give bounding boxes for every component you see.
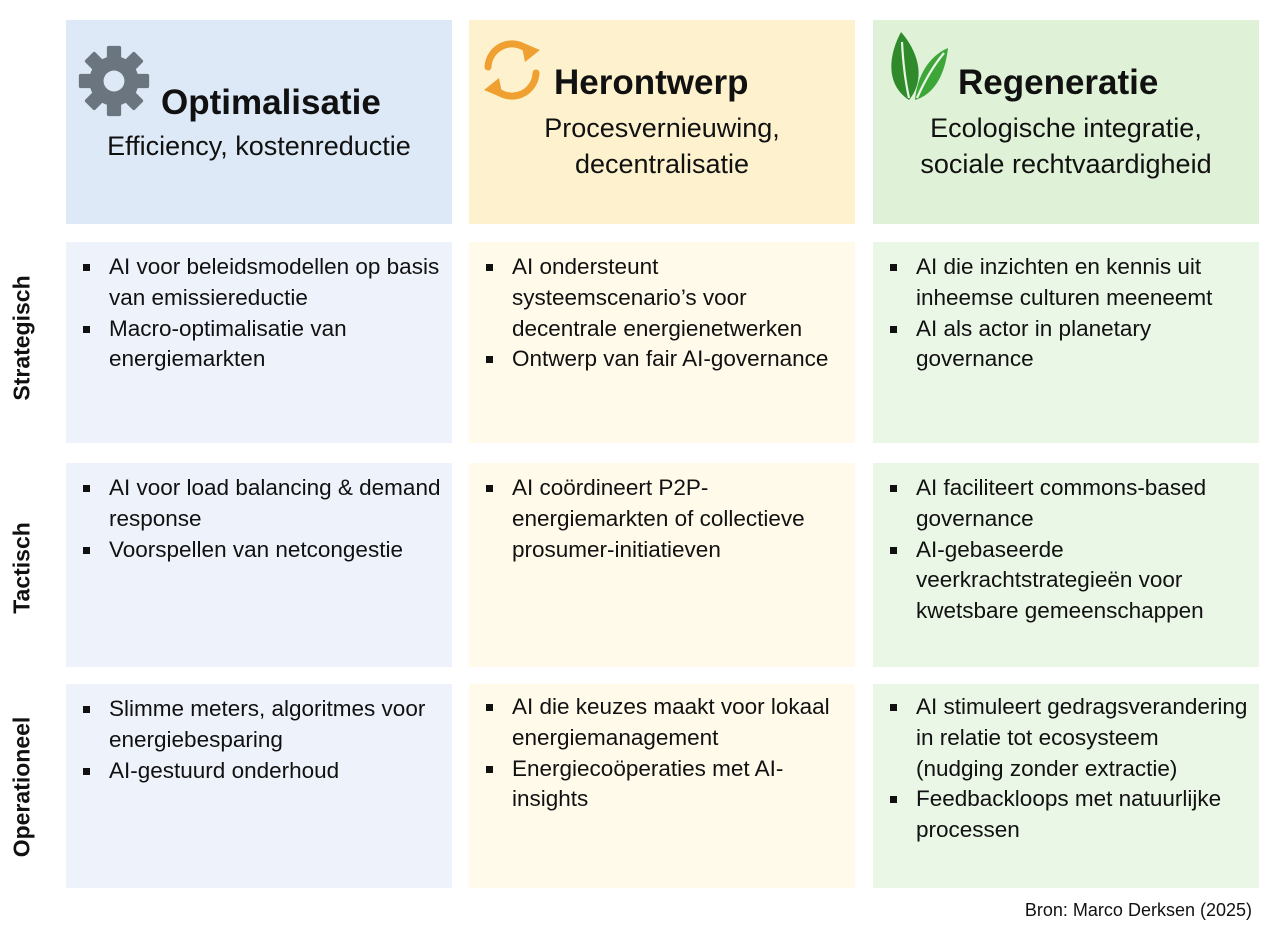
column-title: Optimalisatie: [161, 83, 381, 122]
refresh-arrows-icon: [477, 37, 547, 108]
list-item: AI stimuleert gedragsverandering in relatie tot ecosysteem (nudging zonder extractie): [888, 692, 1249, 784]
list-item: AI ondersteunt systeemscenario’s voor decentrale energienetwerken: [484, 252, 845, 344]
header-regeneratie: [873, 20, 1259, 224]
cell-tactisch-regeneratie: [873, 463, 1259, 667]
list-item: Slimme meters, algoritmes voor energiebesparing: [81, 694, 442, 756]
list-item: Ontwerp van fair AI-governance: [484, 344, 845, 375]
list-item: AI die keuzes maakt voor lokaal energiemanagement: [484, 692, 845, 754]
leaves-icon: [887, 28, 949, 107]
list-item: Energiecoöperaties met AI-insights: [484, 754, 845, 816]
list-item: Feedbackloops met natuurlijke processen: [888, 784, 1249, 846]
column-subtitle: Efficiency, kostenreductie: [107, 131, 411, 161]
list-item: AI voor beleidsmodellen op basis van emissiereductie: [81, 252, 442, 314]
list-item: AI faciliteert commons-based governance: [888, 473, 1249, 535]
list-item: Macro-optimalisatie van energiemarkten: [81, 314, 442, 376]
list-item: AI-gestuurd onderhoud: [81, 756, 442, 787]
cell-operationeel-optimalisatie: [66, 684, 452, 888]
list-item: AI-gebaseerde veerkrachtstrategieën voor kwetsbare gemeenschappen: [888, 535, 1249, 627]
list-item: Voorspellen van netcongestie: [81, 535, 442, 566]
list-item: AI coördineert P2P-energiemarkten of collectieve prosumer-initiatieven: [484, 473, 845, 565]
cell-tactisch-herontwerp: [469, 463, 855, 667]
list-item: AI die inzichten en kennis uit inheemse culturen meeneemt: [888, 252, 1249, 314]
source-credit: Bron: Marco Derksen (2025): [1024, 900, 1252, 920]
cell-strategisch-optimalisatie: [66, 242, 452, 443]
header-optimalisatie: [66, 20, 452, 224]
list-item: AI voor load balancing & demand response: [81, 473, 442, 535]
column-title: Herontwerp: [554, 63, 749, 102]
gear-icon: [76, 43, 152, 124]
cell-strategisch-regeneratie: [873, 242, 1259, 443]
cell-strategisch-herontwerp: [469, 242, 855, 443]
cell-tactisch-optimalisatie: [66, 463, 452, 667]
list-item: AI als actor in planetary governance: [888, 314, 1249, 376]
column-title: Regeneratie: [958, 63, 1159, 102]
column-subtitle: Procesvernieuwing, decentralisatie: [544, 113, 780, 179]
column-subtitle: Ecologische integratie, sociale rechtvaardigheid: [920, 113, 1212, 179]
cell-operationeel-herontwerp: [469, 684, 855, 888]
header-herontwerp: [469, 20, 855, 224]
cell-operationeel-regeneratie: [873, 684, 1259, 888]
